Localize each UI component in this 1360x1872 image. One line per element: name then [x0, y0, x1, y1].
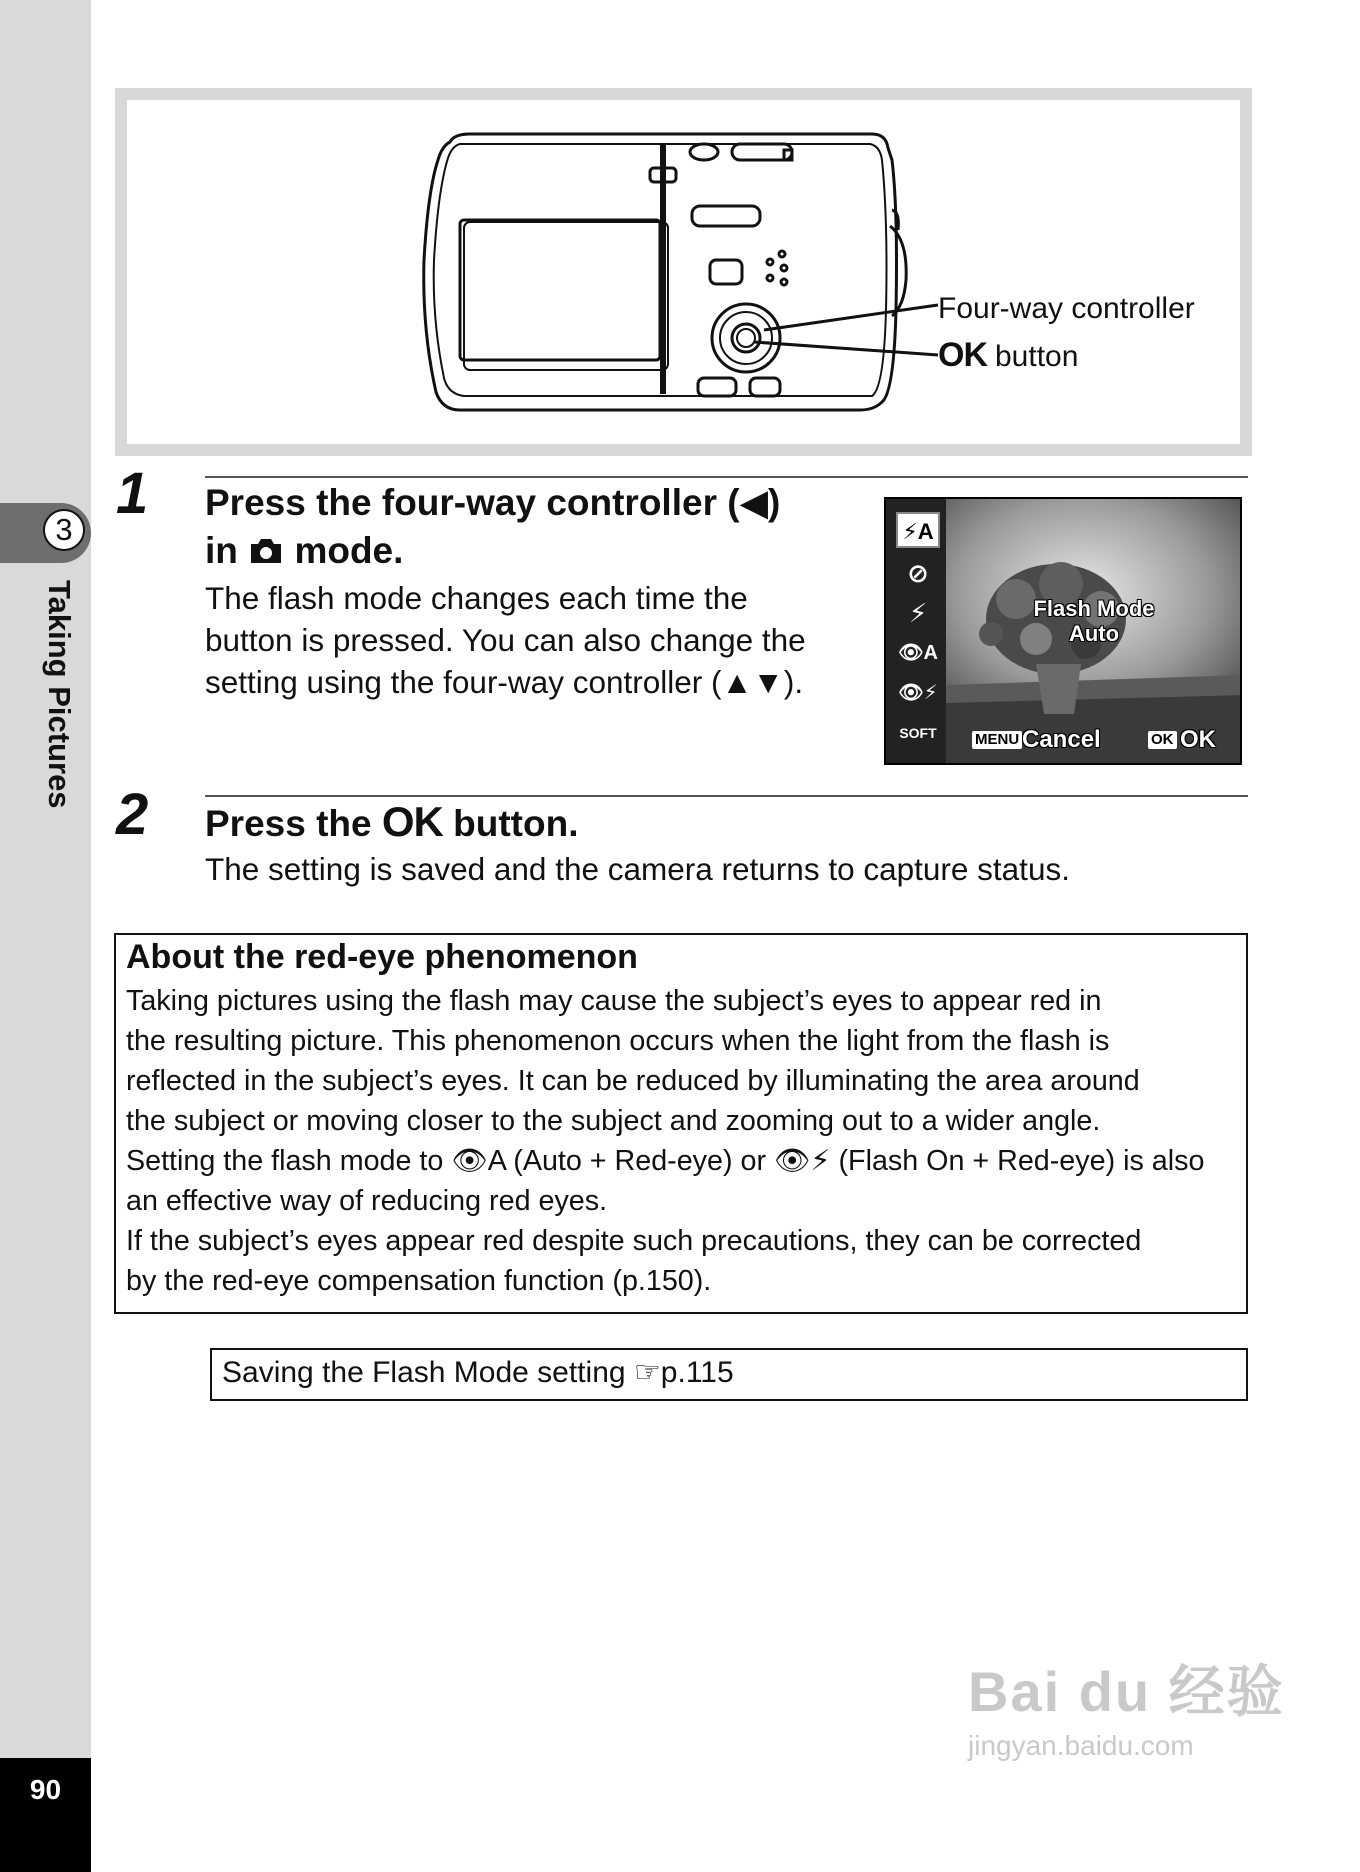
- chapter-title: Taking Pictures: [42, 580, 77, 809]
- step-1-body-line: setting using the four-way controller (▲▼).: [205, 664, 804, 700]
- ok-glyph: OK: [938, 336, 987, 374]
- step-1-title-line1: Press the four-way controller (◀): [205, 482, 781, 523]
- flash-on-icon: ⚡: [908, 598, 928, 628]
- callout-four-way-controller: Four-way controller: [938, 292, 1195, 325]
- camera-mode-icon: [248, 536, 284, 566]
- note-line: an effective way of reducing red eyes.: [126, 1185, 608, 1217]
- ok-glyph: OK: [381, 798, 443, 845]
- step-2-title-post: button.: [442, 803, 579, 844]
- flash-off-icon: ⊘: [907, 558, 929, 588]
- chapter-number: 3: [43, 509, 85, 551]
- callout-ok-text: button: [995, 340, 1079, 373]
- camera-back-illustration: [420, 130, 940, 420]
- step-1-number: 1: [116, 461, 149, 526]
- step-2-title-pre: Press the: [205, 803, 382, 844]
- step-2-title: [205, 798, 578, 848]
- reference-link[interactable]: Saving the Flash Mode setting ☞p.115: [222, 1356, 734, 1389]
- lcd-caption-title: Flash Mode: [1033, 596, 1155, 621]
- four-way-controller: [712, 304, 780, 372]
- step-2-body-line: The setting is saved and the camera returns to capture status.: [205, 851, 1070, 887]
- note-line: by the red-eye compensation function (p.150).: [126, 1265, 712, 1297]
- step-1-title-post: mode.: [284, 530, 404, 571]
- note-line: the subject or moving closer to the subject and zooming out to a wider angle.: [126, 1105, 1101, 1137]
- note-line: If the subject’s eyes appear red despite such precautions, they can be corrected: [126, 1225, 1142, 1257]
- camera-lcd-outline: [460, 220, 660, 360]
- lcd-ok-label: OK: [1180, 726, 1216, 753]
- note-line: Taking pictures using the flash may cause the subject’s eyes to appear red in: [126, 985, 1102, 1017]
- page-number: 90: [29, 1774, 62, 1805]
- step-1-body-line: The flash mode changes each time the: [205, 580, 748, 616]
- step-1-title-pre: in: [205, 530, 249, 571]
- note-line: the resulting picture. This phenomenon occurs when the light from the flash is: [126, 1025, 1110, 1057]
- lcd-caption-value: Auto: [1068, 621, 1120, 646]
- watermark-url: jingyan.baidu.com: [968, 1730, 1194, 1761]
- step-1-rule: [205, 476, 1248, 478]
- watermark-logo: Bai du 经验: [968, 1660, 1285, 1723]
- flash-auto-icon: ⚡A: [896, 512, 940, 548]
- step-2-body: [205, 848, 1070, 890]
- menu-key-icon: MENU: [972, 731, 1022, 749]
- note-title: About the red-eye phenomenon: [126, 938, 638, 976]
- flash-red-eye-icon: 👁⚡: [898, 682, 938, 704]
- auto-red-eye-icon: 👁A: [898, 642, 938, 664]
- callout-ok-button: [938, 338, 1078, 374]
- baidu-watermark: [968, 1660, 1285, 1762]
- step-2-number: 2: [116, 782, 149, 847]
- step-2-rule: [205, 795, 1248, 797]
- chapter-sidebar: [0, 0, 91, 1872]
- note-line: reflected in the subject’s eyes. It can be reduced by illuminating the area around: [126, 1065, 1140, 1097]
- lcd-screen-image: [884, 497, 1242, 765]
- step-1-body-line: button is pressed. You can also change the: [205, 622, 806, 658]
- ok-key-icon: OK: [1148, 731, 1177, 749]
- step-1-body: [205, 577, 806, 703]
- note-body: [126, 981, 1236, 1301]
- lcd-cancel-label: Cancel: [1022, 726, 1101, 753]
- soft-flash-icon: SOFT: [899, 725, 937, 741]
- note-line: Setting the flash mode to 👁A (Auto + Red-eye) or 👁⚡ (Flash On + Red-eye) is also: [126, 1145, 1205, 1177]
- step-1-title-line2: [205, 527, 403, 575]
